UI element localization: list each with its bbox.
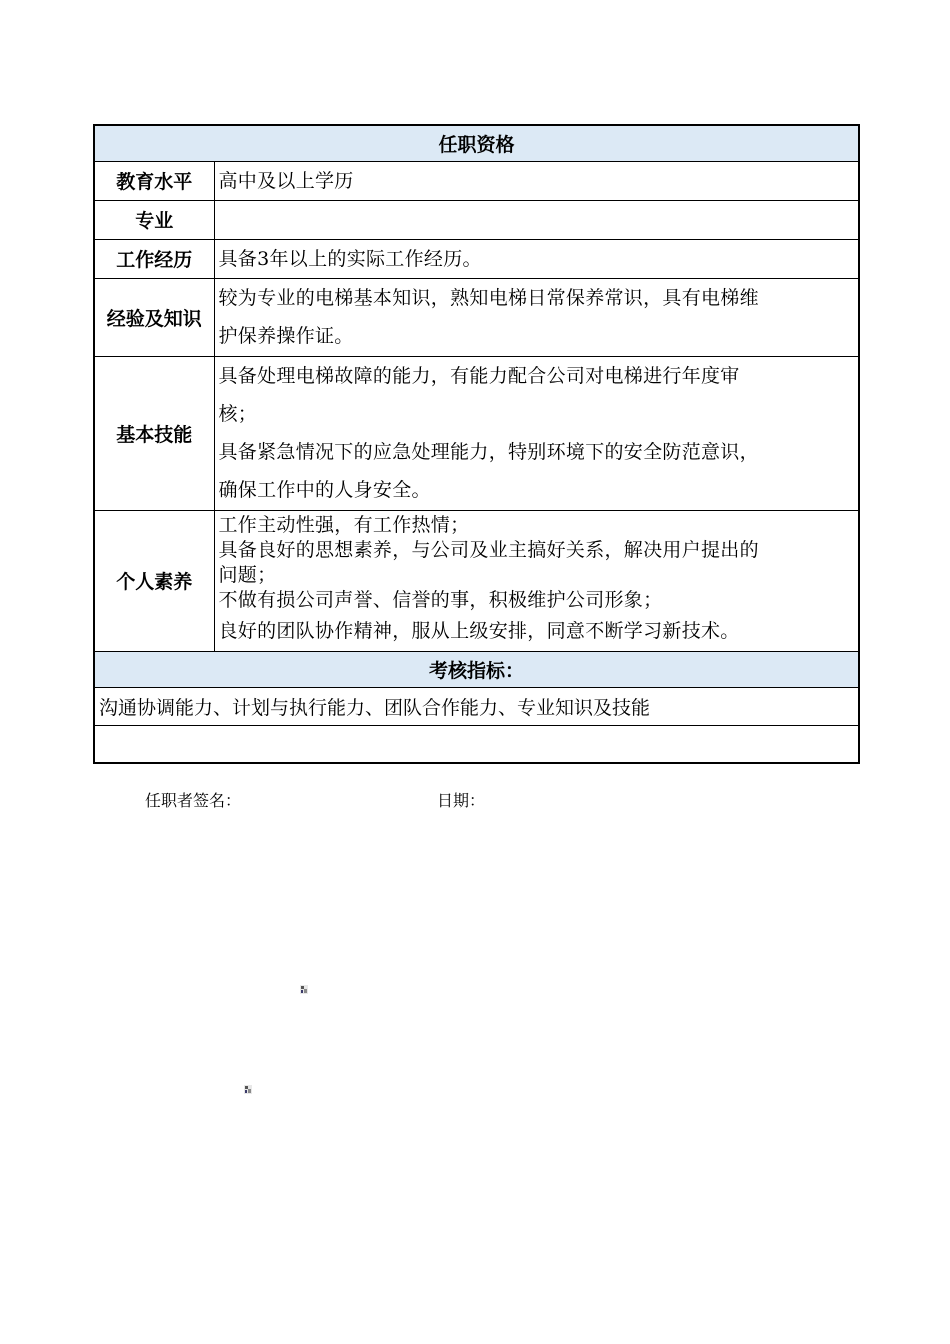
value-line: 具备处理电梯故障的能力，有能力配合公司对电梯进行年度审 (218, 365, 740, 387)
value-major (214, 200, 859, 239)
value-line: 高中及以上学历 (218, 169, 354, 192)
value-line: 工作主动性强，有工作热情； (218, 513, 470, 536)
signer-label: 任职者签名： (145, 791, 242, 810)
value-line: 问题； (218, 563, 277, 586)
value-work-experience (214, 239, 859, 278)
value-line: 良好的团队协作精神，服从上级安排，同意不断学习新技术。 (218, 619, 740, 642)
value-line: 具备良好的思想素养，与公司及业主搞好关系，解决用户提出的 (218, 538, 759, 561)
value-personal-quality (214, 510, 859, 651)
assessment-blank (94, 725, 859, 763)
embedded-image-icon (244, 1085, 252, 1094)
label-personal-quality: 个人素养 (94, 510, 214, 651)
qualification-title: 任职资格 (94, 125, 859, 161)
value-line: 较为专业的电梯基本知识，熟知电梯日常保养常识，具有电梯维 (218, 287, 759, 309)
assessment-title: 考核指标： (94, 651, 859, 687)
date-label: 日期： (437, 791, 486, 810)
label-education: 教育水平 (94, 161, 214, 200)
value-line: 确保工作中的人身安全。 (218, 479, 431, 501)
assessment-content: 沟通协调能力、计划与执行能力、团队合作能力、专业知识及技能 (94, 687, 859, 725)
label-basic-skills: 基本技能 (94, 356, 214, 510)
value-education (214, 161, 859, 200)
value-line: 具备紧急情况下的应急处理能力，特别环境下的安全防范意识， (218, 441, 759, 463)
embedded-image-icon (300, 985, 308, 994)
label-work-experience: 工作经历 (94, 239, 214, 278)
label-major: 专业 (94, 200, 214, 239)
value-line: 不做有损公司声誉、信誉的事，积极维护公司形象； (218, 588, 663, 611)
label-experience-knowledge: 经验及知识 (94, 278, 214, 356)
value-line: 核； (218, 403, 258, 425)
value-line: 护保养操作证。 (218, 325, 354, 347)
value-line: 具备3年以上的实际工作经历。 (218, 247, 482, 270)
value-experience-knowledge (214, 278, 859, 356)
value-basic-skills (214, 356, 859, 510)
qualification-table (93, 124, 860, 764)
